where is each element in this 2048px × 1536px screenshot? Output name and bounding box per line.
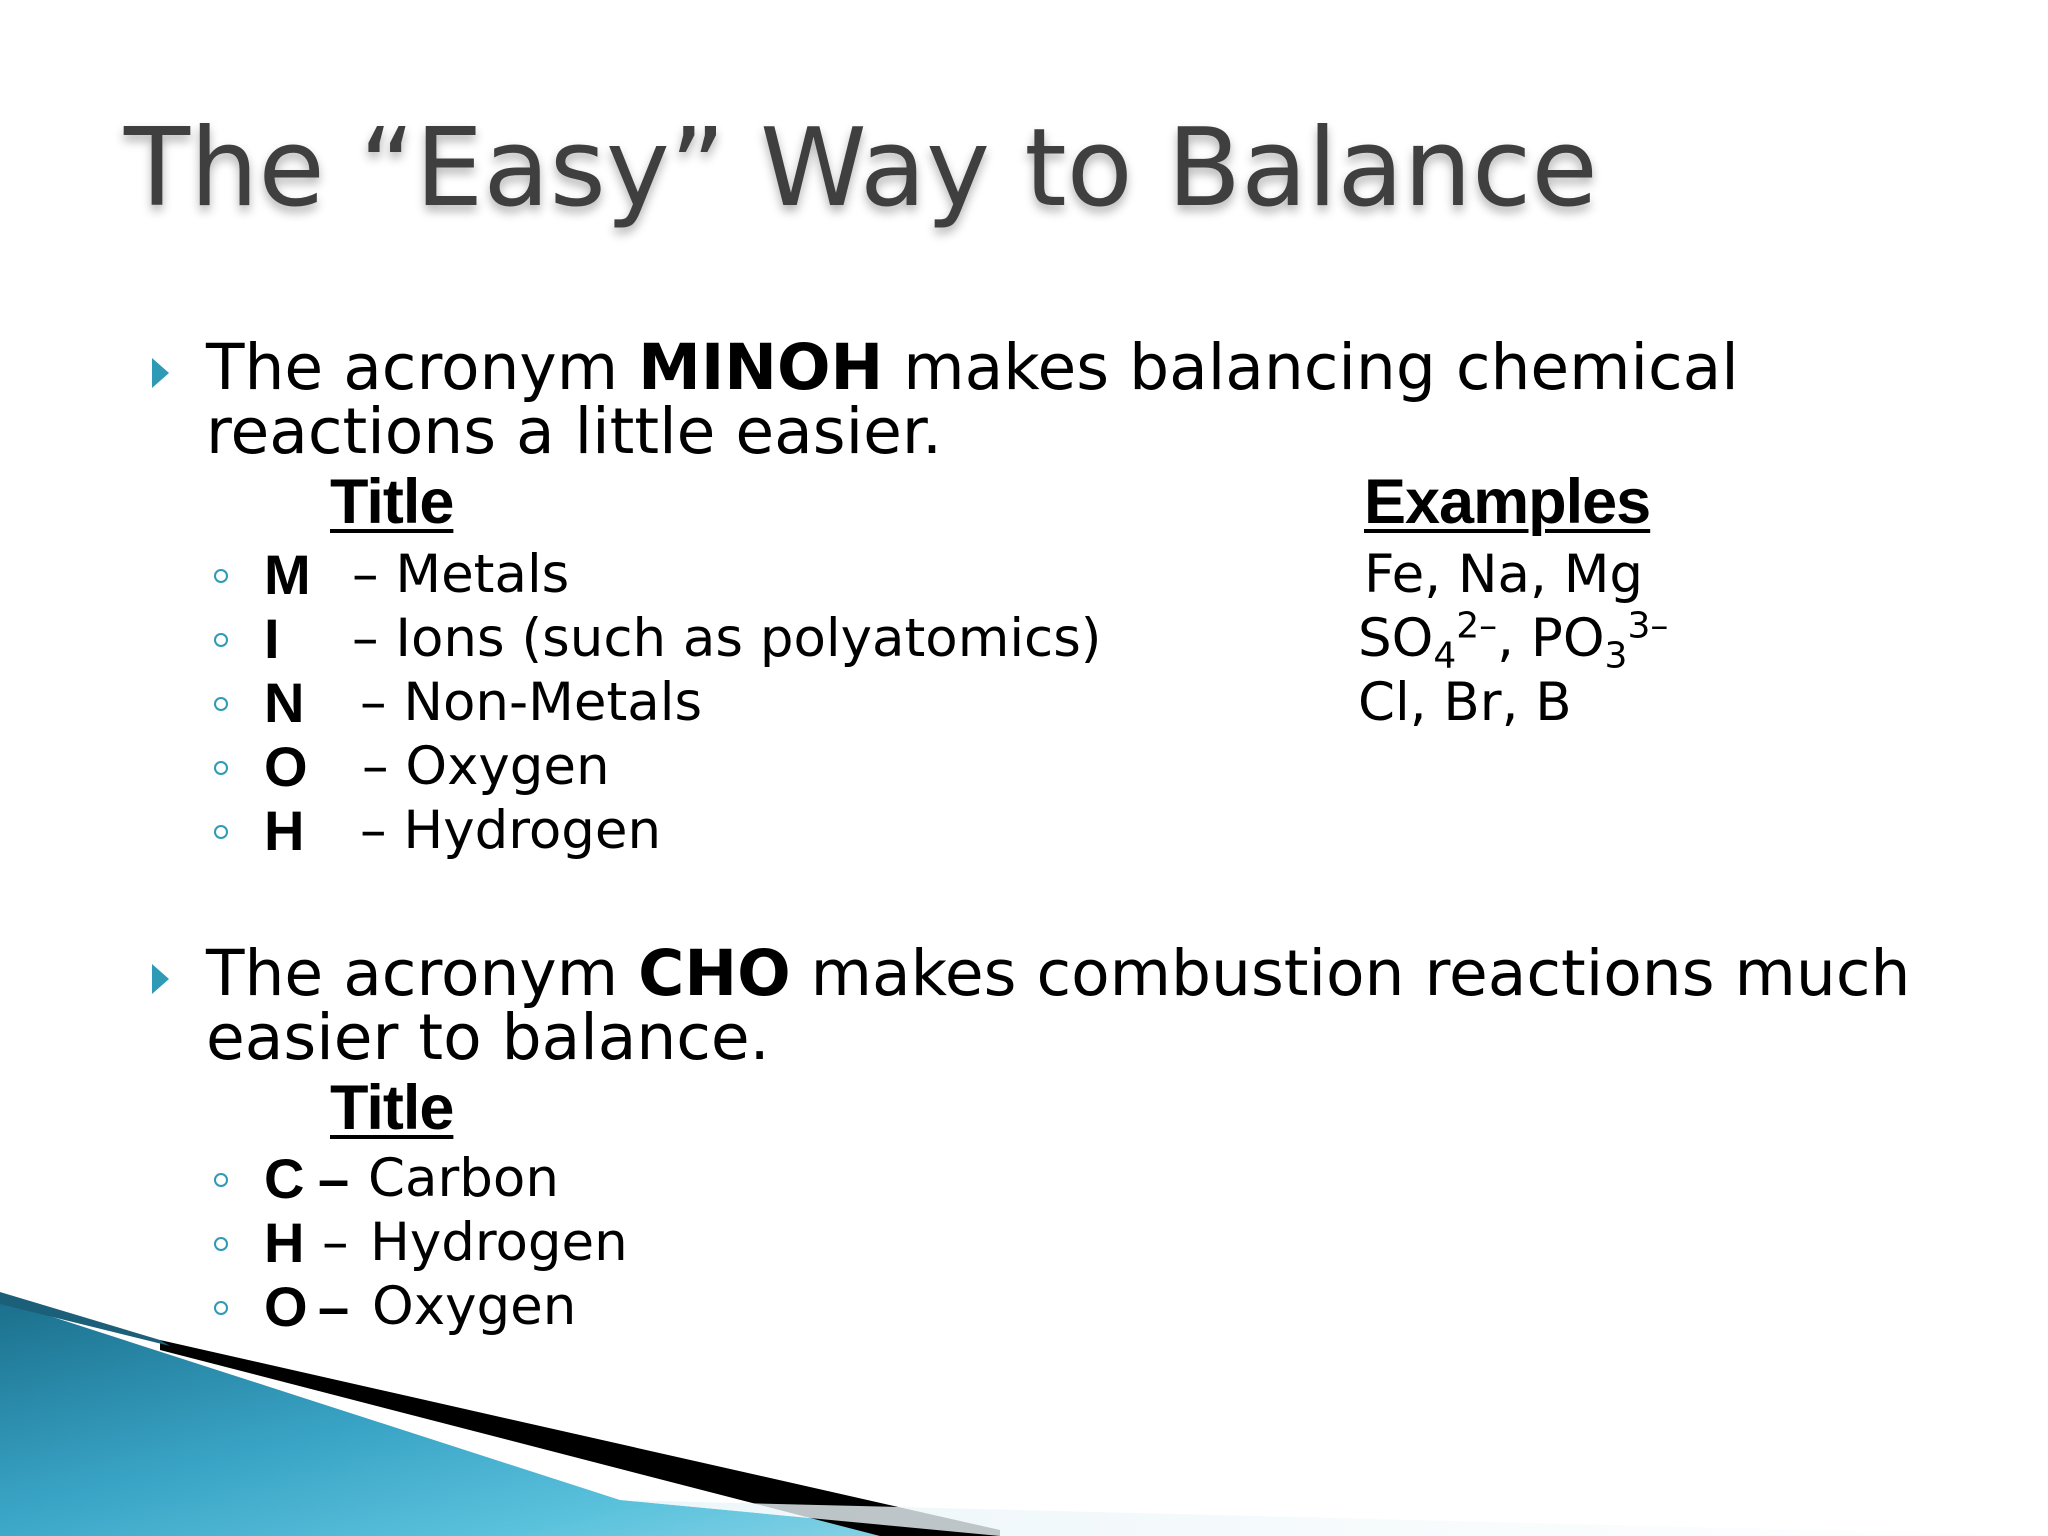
item-example: Cl, Br, B — [1358, 672, 1572, 733]
item-example: $SO_4^{2-}$, $PO_3^{3-}$ — [1358, 605, 1669, 677]
item-example: Fe, Na, Mg — [1364, 544, 1644, 605]
bullet-arrow-icon — [152, 964, 169, 994]
item-letter: O — [264, 735, 308, 798]
item-letter: N — [264, 671, 305, 734]
list-item — [0, 605, 2048, 677]
bullet-prefix: The acronym — [206, 331, 639, 404]
item-separator: – — [318, 1275, 350, 1338]
column-header-title: Title — [330, 1073, 454, 1143]
bullet-suffix: makes balancing chemical reactions a little easier. — [206, 331, 1739, 468]
list-item — [0, 1211, 2048, 1275]
ring-bullet-icon — [214, 825, 228, 839]
bullet-prefix: The acronym — [206, 937, 639, 1010]
acronym-cho: CHO — [638, 937, 791, 1010]
bullet-text-minoh — [206, 331, 1966, 468]
item-letter: H — [264, 1211, 305, 1274]
item-description: – Hydrogen — [360, 800, 662, 861]
item-letter: H — [264, 799, 305, 862]
item-description: – Metals — [352, 544, 570, 605]
list-item — [0, 671, 2048, 735]
ring-bullet-icon — [214, 1237, 228, 1251]
list-item — [0, 1147, 2048, 1211]
ring-bullet-icon — [214, 569, 228, 583]
ring-bullet-icon — [214, 761, 228, 775]
item-description: – Non-Metals — [360, 672, 703, 733]
item-description: Carbon — [368, 1148, 559, 1209]
column-header-examples: Examples — [1364, 467, 1651, 537]
ring-bullet-icon — [214, 1173, 228, 1187]
item-letter: C — [264, 1147, 305, 1210]
item-letter: O — [264, 1275, 308, 1338]
column-header-title: Title — [330, 467, 454, 537]
item-description: Oxygen — [372, 1276, 577, 1337]
slide-title: The “Easy” Way to Balance — [124, 106, 1598, 231]
list-item — [0, 543, 2048, 607]
item-description: – Oxygen — [362, 736, 610, 797]
ring-bullet-icon — [214, 697, 228, 711]
acronym-minoh: MINOH — [638, 331, 884, 404]
item-letter: M — [264, 543, 311, 606]
item-description: Hydrogen — [370, 1212, 628, 1273]
decorative-wave — [0, 1280, 2048, 1536]
bullet-arrow-icon — [152, 358, 169, 388]
item-letter: I — [264, 607, 280, 670]
ring-bullet-icon — [214, 633, 228, 647]
list-item — [0, 735, 2048, 799]
bullet-suffix: makes combustion reactions much easier to balance. — [206, 937, 1911, 1074]
item-separator: – — [322, 1212, 349, 1273]
item-separator: – — [318, 1147, 350, 1210]
item-description: – Ions (such as polyatomics) — [352, 608, 1102, 669]
bullet-text-cho — [206, 937, 1966, 1074]
list-item — [0, 799, 2048, 863]
